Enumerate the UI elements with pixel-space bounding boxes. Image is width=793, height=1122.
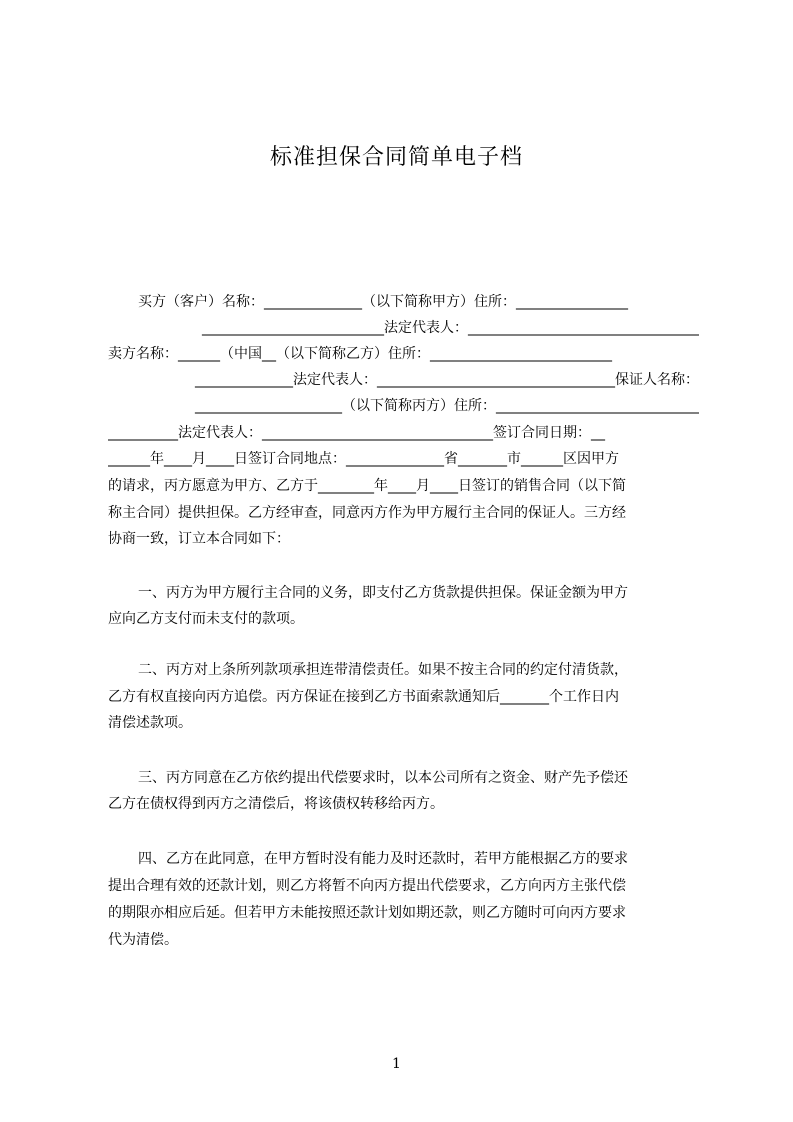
text-line: ______年____月____日签订合同地点：______________省_______市______区因甲方 xyxy=(108,451,619,467)
text-line: 的请求，丙方愿意为甲方、乙方于________年____月____日签订的销售合同（以下简 xyxy=(108,478,626,494)
text-line: __________法定代表人：_________________________________签订合同日期：__ xyxy=(108,425,605,441)
document-title: 标准担保合同简单电子档 xyxy=(269,145,523,170)
text-line: 三、丙方同意在乙方依约提出代偿要求时，以本公司所有之资金、财产先予偿还 xyxy=(138,770,628,786)
text-line: 提出合理有效的还款计划，则乙方将暂不向丙方提出代偿要求，乙方向丙方主张代偿 xyxy=(108,878,626,894)
page-number: 1 xyxy=(392,1056,401,1072)
text-line: 卖方名称：______（中国__（以下简称乙方）住所：__________________________ xyxy=(108,346,612,362)
text-line: __________________________法定代表人：_________________________________ xyxy=(202,320,699,336)
text-line: 代为清偿。 xyxy=(108,932,178,948)
text-line: 的期限亦相应后延。但若甲方未能按照还款计划如期还款，则乙方随时可向丙方要求 xyxy=(108,905,626,921)
text-line: 二、丙方对上条所列款项承担连带清偿责任。如果不按主合同的约定付清货款， xyxy=(138,662,628,678)
text-line: 乙方有权直接向丙方追偿。丙方保证在接到乙方书面索款通知后_______个工作日内 xyxy=(108,689,619,705)
text-line: _____________________（以下简称丙方）住所：_____________________________ xyxy=(195,398,699,414)
text-line: ______________法定代表人：__________________________________保证人名称： xyxy=(195,372,699,388)
text-line: 清偿述款项。 xyxy=(108,715,192,731)
text-line: 一、丙方为甲方履行主合同的义务，即支付乙方货款提供担保。保证金额为甲方 xyxy=(138,585,628,601)
text-line: 协商一致，订立本合同如下： xyxy=(108,531,290,547)
text-line: 乙方在债权得到丙方之清偿后，将该债权转移给丙方。 xyxy=(108,796,444,812)
text-line: 称主合同）提供担保。乙方经审查，同意丙方作为甲方履行主合同的保证人。三方经 xyxy=(108,505,626,521)
text-line: 四、乙方在此同意，在甲方暂时没有能力及时还款时，若甲方能根据乙方的要求 xyxy=(138,851,628,867)
text-line: 应向乙方支付而未支付的款项。 xyxy=(108,611,304,627)
text-line: 买方（客户）名称：______________（以下简称甲方）住所：________________ xyxy=(138,294,628,310)
